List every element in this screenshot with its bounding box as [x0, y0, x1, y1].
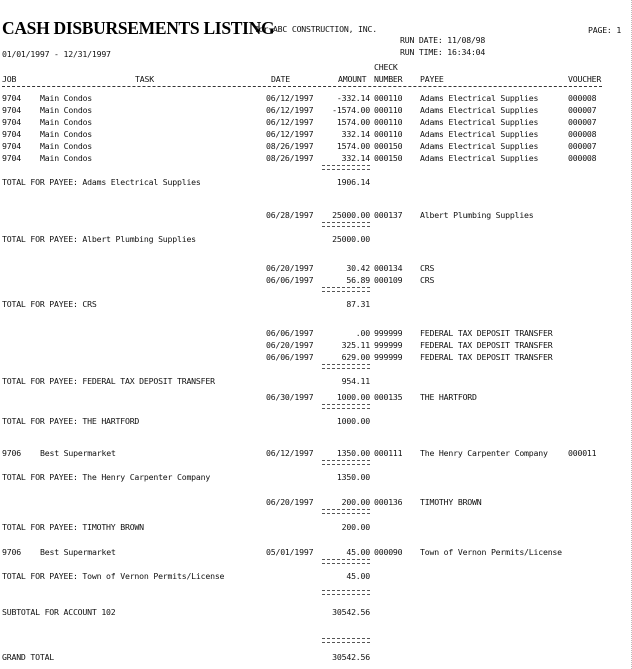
payee-total-amount: 87.31 [346, 299, 370, 309]
column-header-voucher: VOUCHER [568, 74, 602, 84]
cell-job: 9704 [2, 93, 21, 103]
cell-check-number: 999999 [374, 340, 403, 350]
cell-date: 06/30/1997 [266, 392, 314, 402]
subtotal-label: SUBTOTAL FOR ACCOUNT 102 [2, 607, 116, 617]
payee-total-label: TOTAL FOR PAYEE: CRS [2, 299, 97, 309]
column-header-task: TASK [135, 74, 154, 84]
cell-check-number: 000090 [374, 547, 403, 557]
total-rule [322, 559, 370, 564]
cell-amount: 332.14 [341, 129, 370, 139]
payee-total-label: TOTAL FOR PAYEE: Adams Electrical Supplies [2, 177, 201, 187]
cell-job: 9704 [2, 105, 21, 115]
cell-voucher: 000007 [568, 117, 597, 127]
cell-voucher: 000007 [568, 105, 597, 115]
report-period: 01/01/1997 - 12/31/1997 [2, 49, 111, 59]
cell-check-number: 000137 [374, 210, 403, 220]
column-header-payee: PAYEE [420, 74, 444, 84]
company-name: for ABC CONSTRUCTION, INC. [254, 24, 377, 34]
payee-total-amount: 200.00 [341, 522, 370, 532]
cell-payee: FEDERAL TAX DEPOSIT TRANSFER [420, 340, 553, 350]
cell-task: Best Supermarket [40, 547, 116, 557]
cell-job: 9706 [2, 448, 21, 458]
run-time: RUN TIME: 16:34:04 [400, 47, 486, 57]
payee-total-label: TOTAL FOR PAYEE: FEDERAL TAX DEPOSIT TRANSFER [2, 376, 215, 386]
cell-task: Main Condos [40, 141, 93, 151]
cell-date: 06/12/1997 [266, 105, 314, 115]
cell-payee: Albert Plumbing Supplies [420, 210, 534, 220]
payee-total-amount: 954.11 [341, 376, 370, 386]
cell-date: 06/06/1997 [266, 328, 314, 338]
payee-total-label: TOTAL FOR PAYEE: The Henry Carpenter Company [2, 472, 211, 482]
cell-date: 08/26/1997 [266, 141, 314, 151]
cell-check-number: 999999 [374, 352, 403, 362]
cell-check-number: 000134 [374, 263, 403, 273]
cell-payee: Adams Electrical Supplies [420, 141, 539, 151]
cell-check-number: 000110 [374, 117, 403, 127]
cell-amount: 45.00 [346, 547, 370, 557]
cell-task: Main Condos [40, 153, 93, 163]
cell-amount: -332.14 [336, 93, 370, 103]
cell-date: 06/06/1997 [266, 275, 314, 285]
column-header-check-top: CHECK [374, 62, 398, 72]
total-rule [322, 404, 370, 409]
cell-payee: Adams Electrical Supplies [420, 93, 539, 103]
cell-date: 08/26/1997 [266, 153, 314, 163]
run-date: RUN DATE: 11/08/98 [400, 35, 486, 45]
cell-amount: 1350.00 [336, 448, 370, 458]
cell-voucher: 000008 [568, 129, 597, 139]
grand-total-rule [322, 638, 370, 643]
cell-amount: 1574.00 [336, 117, 370, 127]
cell-payee: The Henry Carpenter Company [420, 448, 548, 458]
cell-amount: 56.89 [346, 275, 370, 285]
payee-total-label: TOTAL FOR PAYEE: Albert Plumbing Supplies [2, 234, 196, 244]
cell-payee: Adams Electrical Supplies [420, 105, 539, 115]
payee-total-label: TOTAL FOR PAYEE: THE HARTFORD [2, 416, 140, 426]
cell-payee: CRS [420, 263, 435, 273]
cell-amount: .00 [355, 328, 370, 338]
cell-amount: 200.00 [341, 497, 370, 507]
cell-voucher: 000008 [568, 93, 597, 103]
cell-check-number: 000150 [374, 141, 403, 151]
cell-payee: Adams Electrical Supplies [420, 117, 539, 127]
cell-amount: 25000.00 [332, 210, 370, 220]
grand-total-label: GRAND TOTAL [2, 652, 55, 662]
payee-total-label: TOTAL FOR PAYEE: Town of Vernon Permits/License [2, 571, 225, 581]
cell-payee: Adams Electrical Supplies [420, 129, 539, 139]
cell-amount: 1574.00 [336, 141, 370, 151]
subtotal-amount: 30542.56 [332, 607, 370, 617]
cell-task: Main Condos [40, 93, 93, 103]
cell-amount: 332.14 [341, 153, 370, 163]
payee-total-amount: 1000.00 [336, 416, 370, 426]
cell-date: 06/12/1997 [266, 448, 314, 458]
grand-total-amount: 30542.56 [332, 652, 370, 662]
cell-payee: Town of Vernon Permits/License [420, 547, 562, 557]
cell-date: 06/12/1997 [266, 117, 314, 127]
cell-task: Main Condos [40, 129, 93, 139]
page-number: PAGE: 1 [588, 25, 622, 35]
payee-total-amount: 25000.00 [332, 234, 370, 244]
column-header-amount: AMOUNT [338, 74, 367, 84]
cell-payee: THE HARTFORD [420, 392, 477, 402]
cell-job: 9706 [2, 547, 21, 557]
cell-task: Best Supermarket [40, 448, 116, 458]
cell-task: Main Condos [40, 117, 93, 127]
cell-amount: 629.00 [341, 352, 370, 362]
total-rule [322, 364, 370, 369]
cell-amount: -1574.00 [332, 105, 370, 115]
cell-date: 06/06/1997 [266, 352, 314, 362]
column-header-check-number: NUMBER [374, 74, 403, 84]
cell-date: 05/01/1997 [266, 547, 314, 557]
total-rule [322, 222, 370, 227]
cell-date: 06/12/1997 [266, 93, 314, 103]
cell-voucher: 000007 [568, 141, 597, 151]
cell-payee: TIMOTHY BROWN [420, 497, 482, 507]
cell-check-number: 000150 [374, 153, 403, 163]
cell-check-number: 000109 [374, 275, 403, 285]
cell-amount: 30.42 [346, 263, 370, 273]
cell-task: Main Condos [40, 105, 93, 115]
cell-check-number: 000136 [374, 497, 403, 507]
report-title: CASH DISBURSEMENTS LISTING [2, 18, 275, 38]
header-rule [2, 86, 602, 87]
cell-payee: FEDERAL TAX DEPOSIT TRANSFER [420, 352, 553, 362]
cell-voucher: 000008 [568, 153, 597, 163]
cell-payee: CRS [420, 275, 435, 285]
cell-job: 9704 [2, 141, 21, 151]
cell-check-number: 999999 [374, 328, 403, 338]
payee-total-amount: 45.00 [346, 571, 370, 581]
cell-date: 06/12/1997 [266, 129, 314, 139]
cell-amount: 325.11 [341, 340, 370, 350]
cell-job: 9704 [2, 129, 21, 139]
payee-total-label: TOTAL FOR PAYEE: TIMOTHY BROWN [2, 522, 144, 532]
cell-check-number: 000111 [374, 448, 403, 458]
column-header-date: DATE [271, 74, 290, 84]
payee-total-amount: 1906.14 [336, 177, 370, 187]
cell-date: 06/20/1997 [266, 263, 314, 273]
column-header-job: JOB [2, 74, 17, 84]
cell-check-number: 000135 [374, 392, 403, 402]
cell-check-number: 000110 [374, 129, 403, 139]
cell-date: 06/20/1997 [266, 497, 314, 507]
cell-job: 9704 [2, 117, 21, 127]
total-rule [322, 287, 370, 292]
cell-payee: Adams Electrical Supplies [420, 153, 539, 163]
total-rule [322, 165, 370, 170]
cell-check-number: 000110 [374, 93, 403, 103]
cell-date: 06/20/1997 [266, 340, 314, 350]
cell-check-number: 000110 [374, 105, 403, 115]
cell-job: 9704 [2, 153, 21, 163]
cell-payee: FEDERAL TAX DEPOSIT TRANSFER [420, 328, 553, 338]
subtotal-rule [322, 590, 370, 595]
cell-date: 06/28/1997 [266, 210, 314, 220]
total-rule [322, 460, 370, 465]
payee-total-amount: 1350.00 [336, 472, 370, 482]
cell-amount: 1000.00 [336, 392, 370, 402]
total-rule [322, 509, 370, 514]
cell-voucher: 000011 [568, 448, 597, 458]
